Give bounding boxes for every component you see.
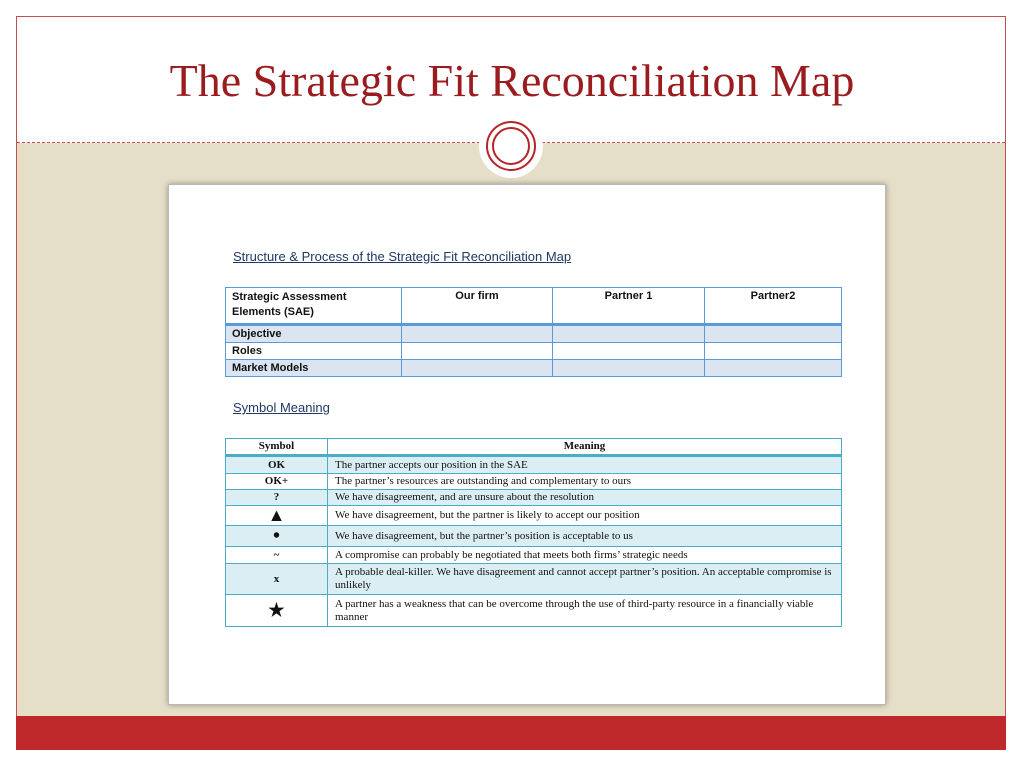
symbol-heading: Symbol Meaning (233, 400, 330, 415)
symbol-header-row (226, 439, 842, 456)
symbol-question: ? (226, 490, 328, 506)
sae-cell (705, 325, 842, 343)
table-row (226, 526, 842, 547)
sae-header-elements: Strategic Assessment Elements (SAE) (226, 288, 402, 325)
sae-cell (402, 325, 553, 343)
sae-cell (402, 343, 553, 360)
table-row (226, 325, 842, 343)
star-icon: ★ (226, 595, 328, 627)
table-row (226, 547, 842, 564)
table-row (226, 343, 842, 360)
sae-header-row (226, 288, 842, 325)
sae-cell (402, 360, 553, 377)
symbol-meaning: A compromise can probably be negotiated that meets both firms’ strategic needs (328, 547, 842, 564)
slide-title: The Strategic Fit Reconciliation Map (169, 55, 855, 106)
sae-cell (553, 343, 705, 360)
symbol-meaning: A probable deal-killer. We have disagreement and cannot accept partner’s position. An acceptable compromise is unlikely (328, 564, 842, 595)
sae-header-partner2: Partner2 (705, 288, 842, 325)
table-row (226, 506, 842, 526)
sae-cell (705, 360, 842, 377)
meaning-header: Meaning (328, 439, 842, 456)
dot-icon: • (226, 526, 328, 547)
x-icon: x (226, 564, 328, 595)
structure-heading: Structure & Process of the Strategic Fit Reconciliation Map (233, 249, 572, 264)
sae-cell (705, 343, 842, 360)
symbol-header: Symbol (226, 439, 328, 456)
symbol-meaning: We have disagreement, and are unsure about the resolution (328, 490, 842, 506)
sae-cell (553, 360, 705, 377)
tilde-icon: ~ (226, 547, 328, 564)
table-row (226, 360, 842, 377)
symbol-ok-plus: OK+ (226, 474, 328, 490)
table-row (226, 490, 842, 506)
sae-row-label: Objective (226, 325, 402, 343)
sae-cell (553, 325, 705, 343)
symbol-ok: OK (226, 456, 328, 474)
table-row (226, 456, 842, 474)
sae-row-label: Market Models (226, 360, 402, 377)
table-row (226, 474, 842, 490)
sae-row-label: Roles (226, 343, 402, 360)
symbol-table (225, 438, 842, 627)
sae-header-partner1: Partner 1 (553, 288, 705, 325)
table-row (226, 564, 842, 595)
footer-bar (16, 716, 1006, 750)
triangle-icon: ▲ (226, 506, 328, 526)
sae-table (225, 287, 842, 377)
table-row (226, 595, 842, 627)
symbol-meaning: We have disagreement, but the partner is likely to accept our position (328, 506, 842, 526)
symbol-meaning: The partner’s resources are outstanding and complementary to ours (328, 474, 842, 490)
symbol-meaning: We have disagreement, but the partner’s position is acceptable to us (328, 526, 842, 547)
sae-header-our-firm: Our firm (402, 288, 553, 325)
circle-ornament-inner-ring (492, 127, 530, 165)
symbol-meaning: A partner has a weakness that can be overcome through the use of third-party resource in a financially viable manner (328, 595, 842, 627)
document-image (168, 184, 886, 705)
symbol-meaning: The partner accepts our position in the SAE (328, 456, 842, 474)
